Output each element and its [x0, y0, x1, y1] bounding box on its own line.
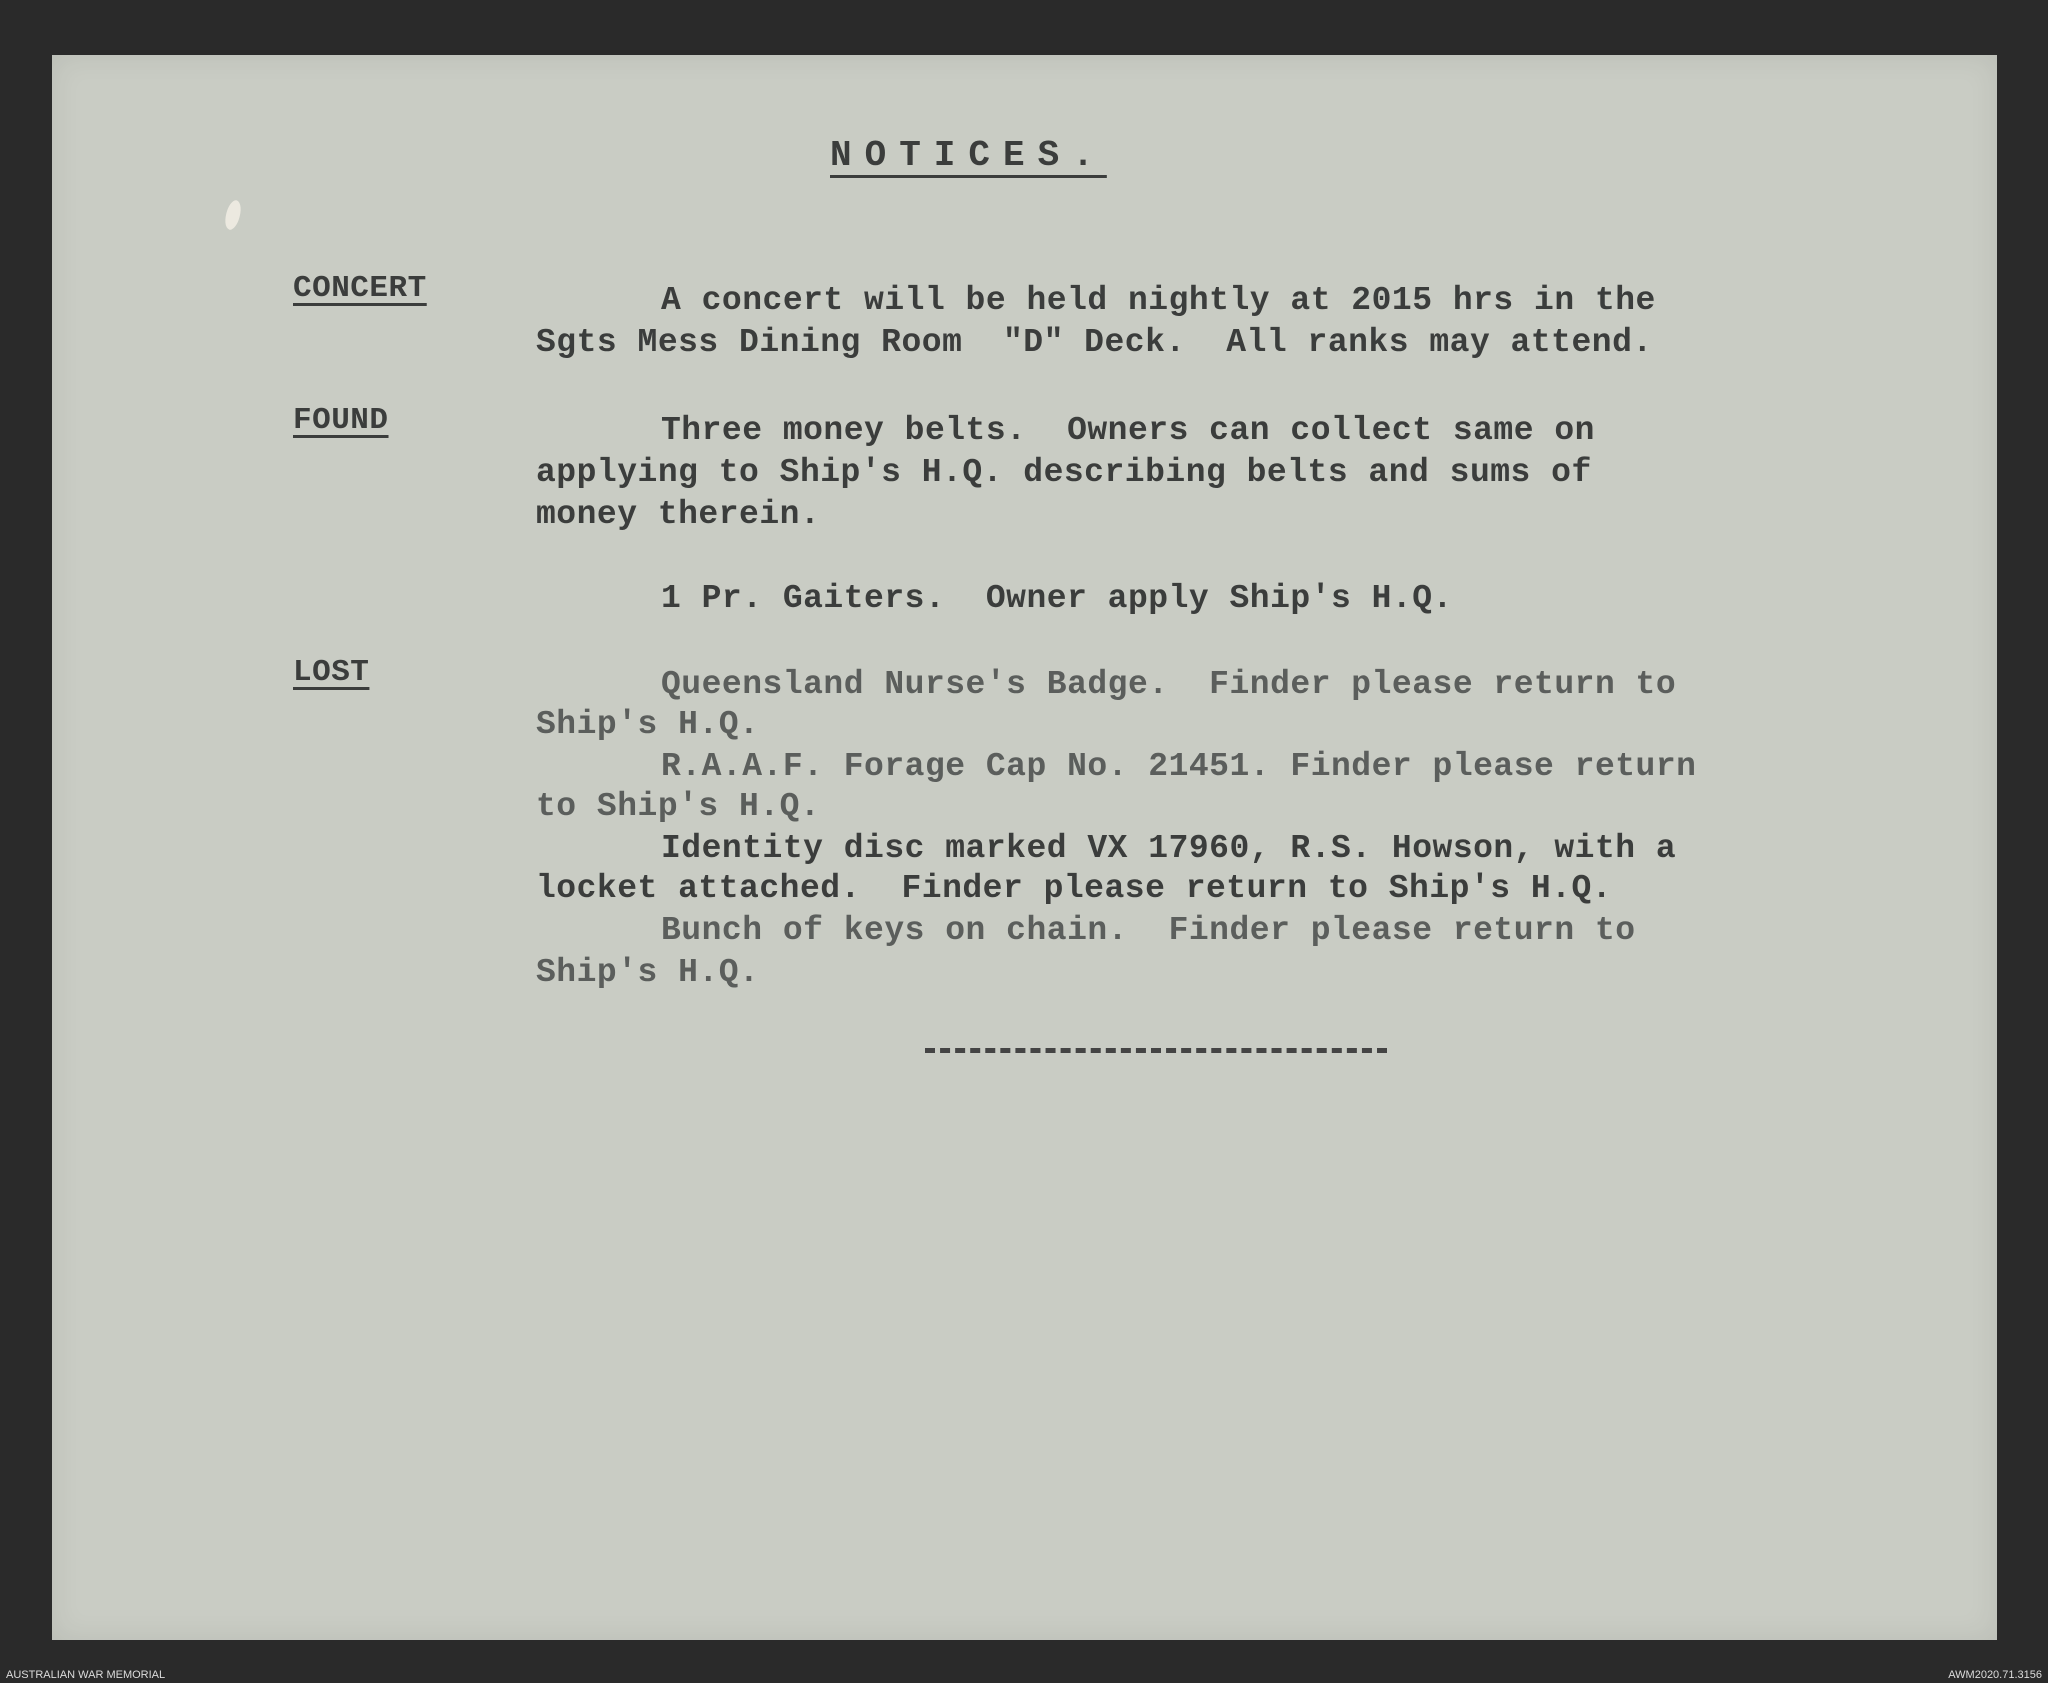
found-label: FOUND	[293, 403, 389, 438]
concert-line-1: A concert will be held nightly at 2015 hrs in the	[661, 282, 1656, 319]
found-line-1: Three money belts. Owners can collect same on	[661, 412, 1595, 449]
found-line-3: money therein.	[536, 496, 821, 533]
lost-line-5: Identity disc marked VX 17960, R.S. Howson, with a	[661, 830, 1677, 867]
lost-line-3: R.A.A.F. Forage Cap No. 21451. Finder please return	[661, 748, 1697, 785]
lost-line-6: locket attached. Finder please return to Ship's H.Q.	[536, 870, 1613, 907]
concert-label: CONCERT	[293, 271, 427, 306]
concert-line-2: Sgts Mess Dining Room "D" Deck. All ranks may attend.	[536, 324, 1653, 361]
lost-line-7: Bunch of keys on chain. Finder please return to	[661, 912, 1636, 949]
found-line-2: applying to Ship's H.Q. describing belts and sums of	[536, 454, 1592, 491]
footer-institution: AUSTRALIAN WAR MEMORIAL	[6, 1669, 166, 1681]
lost-line-2: Ship's H.Q.	[536, 706, 760, 743]
lost-line-1: Queensland Nurse's Badge. Finder please return to	[661, 666, 1677, 703]
lost-line-4: to Ship's H.Q.	[536, 788, 821, 825]
lost-line-8: Ship's H.Q.	[536, 954, 760, 991]
lost-label: LOST	[293, 655, 370, 690]
closing-dashed-rule	[925, 1048, 1387, 1053]
footer-accession-number: AWM2020.71.3156	[1948, 1669, 2042, 1681]
page-title: NOTICES.	[830, 135, 1107, 176]
found-gaiters: 1 Pr. Gaiters. Owner apply Ship's H.Q.	[661, 580, 1453, 617]
